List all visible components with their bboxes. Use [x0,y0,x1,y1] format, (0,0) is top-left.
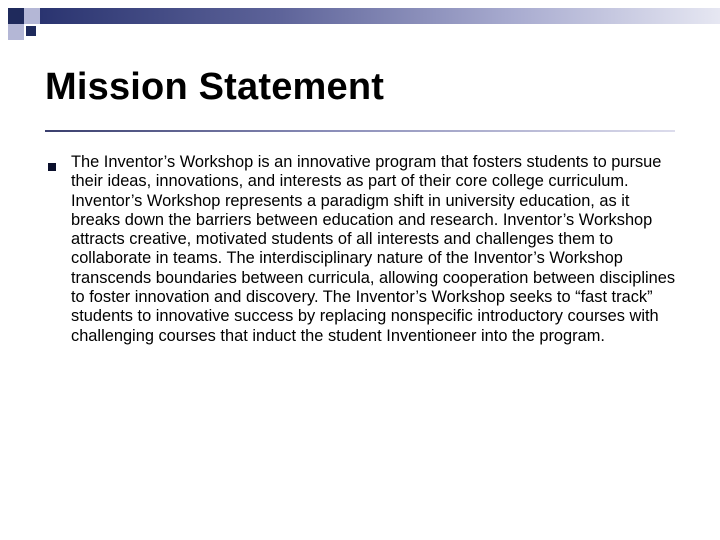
corner-blank [0,0,8,8]
title-divider [45,130,675,132]
lavender-square-icon [24,8,40,24]
slide-title: Mission Statement [45,66,385,108]
square-bullet-icon [48,163,56,171]
small-navy-square-icon [26,26,36,36]
lavender-square-icon [8,24,24,40]
navy-square-icon [8,8,24,24]
bullet-text: The Inventor’s Workshop is an innovative program that fosters students to pursue their ideas, innovations, and interests as part of their core college curriculum. Inventor’s Workshop represents a paradigm shift in university education, as it breaks down the barriers between education and research. Inventor’s Workshop attracts creative, motivated students of all interests and challenges them to collaborate in teams. The interdisciplinary nature of the Inventor’s Workshop transcends boundaries between curricula, allowing cooperation between disciplines to foster innovation and discovery. The Inventor’s Workshop seeks to “fast track” students to innovative success by replacing nonspecific introductory courses with challenging courses that induct the student Inventioneer into the program. [71,153,676,345]
header-gradient-band [40,8,720,24]
